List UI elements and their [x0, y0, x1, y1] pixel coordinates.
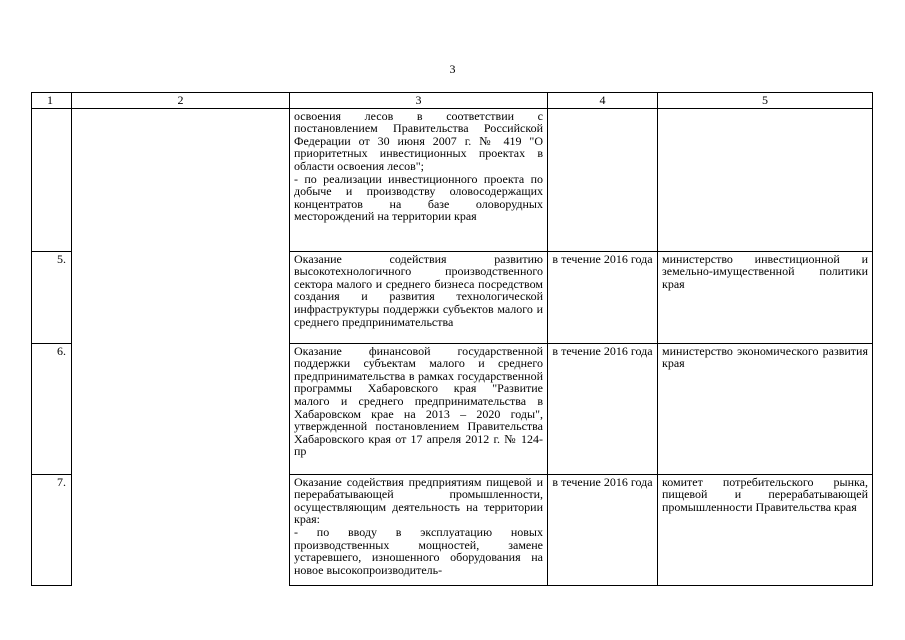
responsible-cell: комитет потребительского рынка, пищевой и перерабатывающей промышленности Правительства края	[658, 474, 873, 585]
row-number: 5.	[32, 251, 72, 343]
table-header-row	[32, 93, 873, 109]
header-col-5: 5	[658, 93, 873, 109]
responsible-cell: министерство экономического развития края	[658, 343, 873, 474]
row-number: 7.	[32, 474, 72, 585]
section-cell	[72, 108, 290, 585]
responsible-cell: министерство инвестиционной и земельно-имущественной политики края	[658, 251, 873, 343]
deadline-cell	[548, 108, 658, 251]
header-col-1: 1	[32, 93, 72, 109]
measure-description: освоения лесов в соответствии с постановлением Правительства Российской Федерации от 30 июня 2007 г. № 419 "О приоритетных инвестиционных проектах в области освоения лесов"; - по реализации инвестиционного проекта по добыче и производству оловосодержащих концентратов на базе оловорудных месторождений на территории края	[290, 108, 548, 251]
measure-description: Оказание содействия предприятиям пищевой и перерабатывающей промышленности, осуществляющим деятельность на территории края: - по вводу в эксплуатацию новых производственных мощностей, замене устаревшего, изношенного оборудования на новое высокопроизводитель-	[290, 474, 548, 585]
responsible-cell	[658, 108, 873, 251]
page-number: 3	[449, 62, 456, 76]
measures-table	[31, 92, 873, 586]
deadline-cell: в течение 2016 года	[548, 251, 658, 343]
measure-description: Оказание финансовой государственной поддержки субъектам малого и среднего предпринимательства в рамках государственной программы Хабаровского края "Развитие малого и среднего предпринимательства в Хабаровском крае на 2013 – 2020 годы", утвержденной постановлением Правительства Хабаровского края от 17 апреля 2012 г. № 124-пр	[290, 343, 548, 474]
header-col-4: 4	[548, 93, 658, 109]
header-col-2: 2	[72, 93, 290, 109]
table-row	[32, 108, 873, 251]
row-number	[32, 108, 72, 251]
row-number: 6.	[32, 343, 72, 474]
measure-description: Оказание содействия развитию высокотехнологичного производственного сектора малого и среднего бизнеса посредством создания и развития технологической инфраструктуры поддержки субъектов малого и среднего предпринимательства	[290, 251, 548, 343]
deadline-cell: в течение 2016 года	[548, 343, 658, 474]
header-col-3: 3	[290, 93, 548, 109]
deadline-cell: в течение 2016 года	[548, 474, 658, 585]
